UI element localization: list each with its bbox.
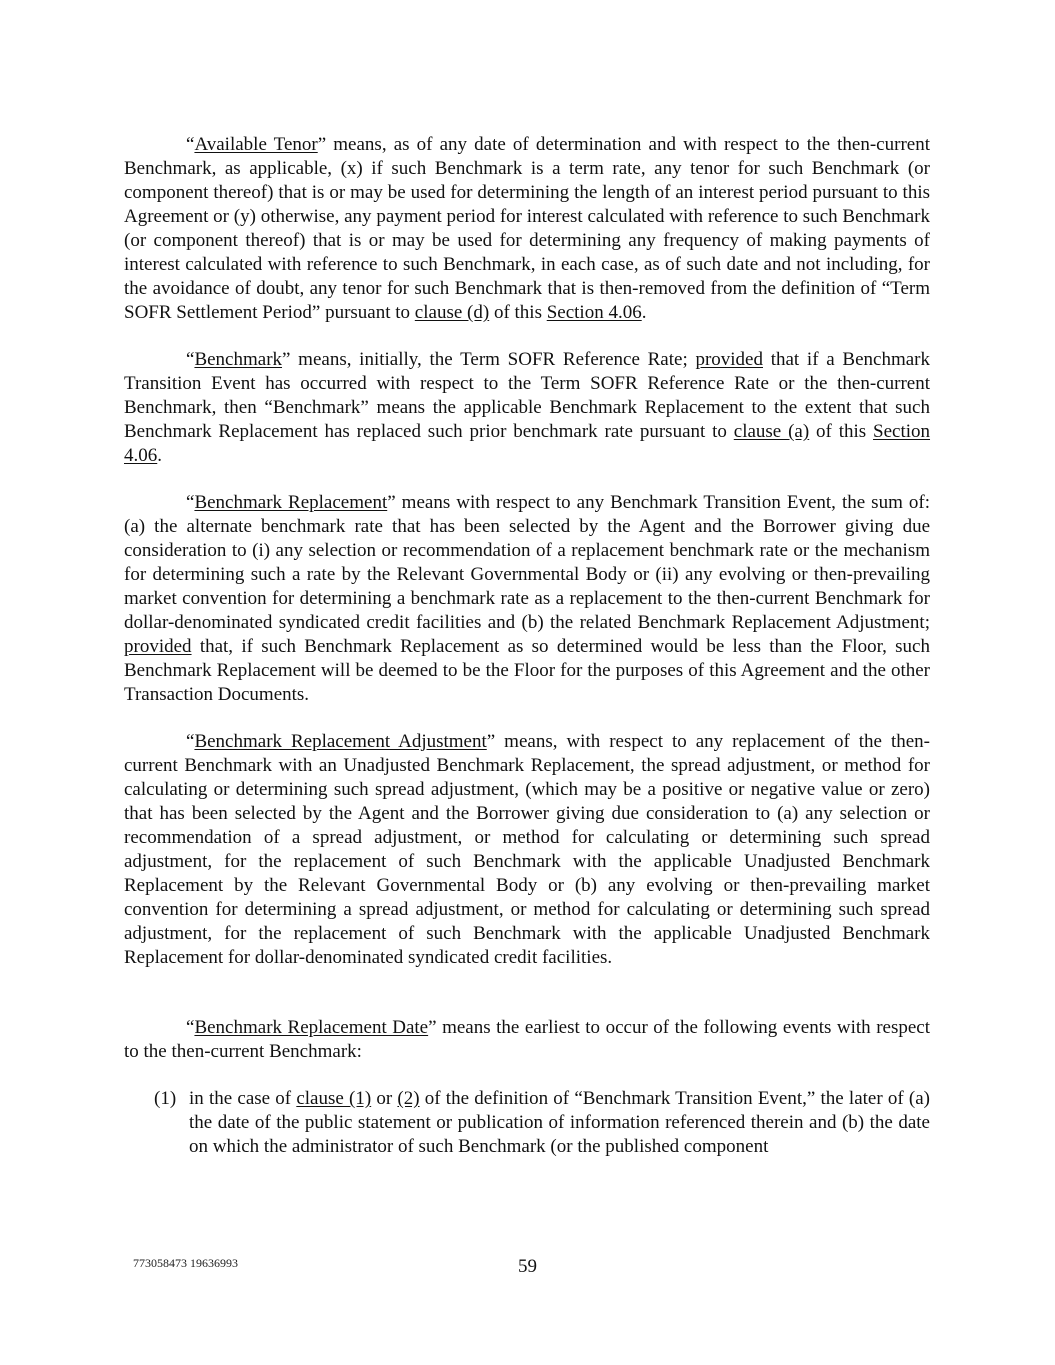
definition-text: ” means the earliest to occur of the following events with respect to the then-current Benchmark: [124,1017,930,1062]
definition-available-tenor [124,133,930,325]
open-quote: “ [186,1017,195,1038]
clause-reference: (2) [397,1088,420,1109]
page-number: 59 [518,1256,537,1277]
list-number: (1) [154,1088,177,1109]
definition-text: that if a Benchmark Transition Event has occurred with respect to the Term SOFR Reference Rate or the then-current Benchmark, then “Benchmark” means the applicable Benchmark Replacement to the extent that such Benchmark Replacement has replaced such prior benchmark rate pursuant to [124,349,930,442]
connector-text: or [371,1088,398,1109]
provided-term: provided [124,636,192,657]
defined-term: Available Tenor [194,134,318,155]
clause-reference: clause (1) [296,1088,372,1109]
defined-term: Benchmark Replacement Date [194,1017,429,1038]
definition-benchmark-replacement-date [124,1016,930,1064]
section-reference: Section 4.06 [124,421,931,466]
open-quote: “ [186,492,195,513]
definition-benchmark [124,348,930,468]
open-quote: “ [186,349,195,370]
period: . [157,445,162,466]
open-quote: “ [186,134,195,155]
definition-text: ” means with respect to any Benchmark Transition Event, the sum of: (a) the alternate benchmark rate that has been selected by the Agent and the Borrower giving due consideration to (i) any selection or recommendation of a replacement benchmark rate or the mechanism for determining such a rate by the Relevant Governmental Body or (ii) any evolving or then-prevailing market convention for determining a benchmark rate as a replacement to the then-current Benchmark for dollar-denominated syndicated credit facilities and (b) the related Benchmark Replacement Adjustment; [124,492,930,633]
definition-benchmark-replacement-adjustment [124,730,930,970]
definition-text: ” means, with respect to any replacement of the then-current Benchmark with an Unadjusted Benchmark Replacement, the spread adjustment, or method for calculating or determining such spread adjustment, (which may be a positive or negative value or zero) that has been selected by the Agent and the Borrower giving due consideration to (a) any selection or recommendation of a spread adjustment, or method for calculating or determining such spread adjustment, for the replacement of such Benchmark with the applicable Unadjusted Benchmark Replacement by the Relevant Governmental Body or (b) any evolving or then-prevailing market convention for determining a spread adjustment, or method for calculating or determining such spread adjustment, for the replacement of such Benchmark with the applicable Unadjusted Benchmark Replacement for dollar-denominated syndicated credit facilities. [124,731,930,968]
connector-text: of this [809,421,874,442]
list-text: of the definition of “Benchmark Transition Event,” the later of (a) the date of the public statement or publication of information referenced therein and (b) the date on which the administrator of such Benchmark (or the published component [189,1088,931,1157]
provided-term: provided [695,349,763,370]
list-text: in the case of [189,1088,297,1109]
period: . [641,302,647,323]
clause-reference: clause (a) [733,421,810,442]
connector-text: of this [489,302,547,323]
defined-term: Benchmark Replacement Adjustment [194,731,487,752]
definition-text: that, if such Benchmark Replacement as so determined would be less than the Floor, such Benchmark Replacement will be deemed to be the Floor for the purposes of this Agreement and the other Transaction Documents. [124,636,930,705]
defined-term: Benchmark Replacement [194,492,388,513]
definition-text: ” means, as of any date of determination and with respect to the then-current Benchmark, as applicable, (x) if such Benchmark is a term rate, any tenor for such Benchmark (or component thereof) that is or may be used for determining the length of an interest period pursuant to this Agreement or (y) otherwise, any payment period for interest calculated with reference to such Benchmark (or component thereof) that is or may be used for determining any frequency of making payments of interest calculated with reference to such Benchmark, in each case, as of such date and not including, for the avoidance of doubt, any tenor for such Benchmark that is then-removed from the definition of “Term SOFR Settlement Period” pursuant to [124,134,930,323]
clause-reference: clause (d) [414,302,490,323]
document-id: 773058473 19636993 [133,1256,238,1270]
open-quote: “ [186,731,195,752]
document-body [124,133,930,1159]
definition-text: ” means, initially, the Term SOFR Reference Rate; [282,349,696,370]
definition-benchmark-replacement [124,491,930,707]
list-item [124,1087,930,1159]
defined-term: Benchmark [194,349,283,370]
section-reference: Section 4.06 [546,302,642,323]
